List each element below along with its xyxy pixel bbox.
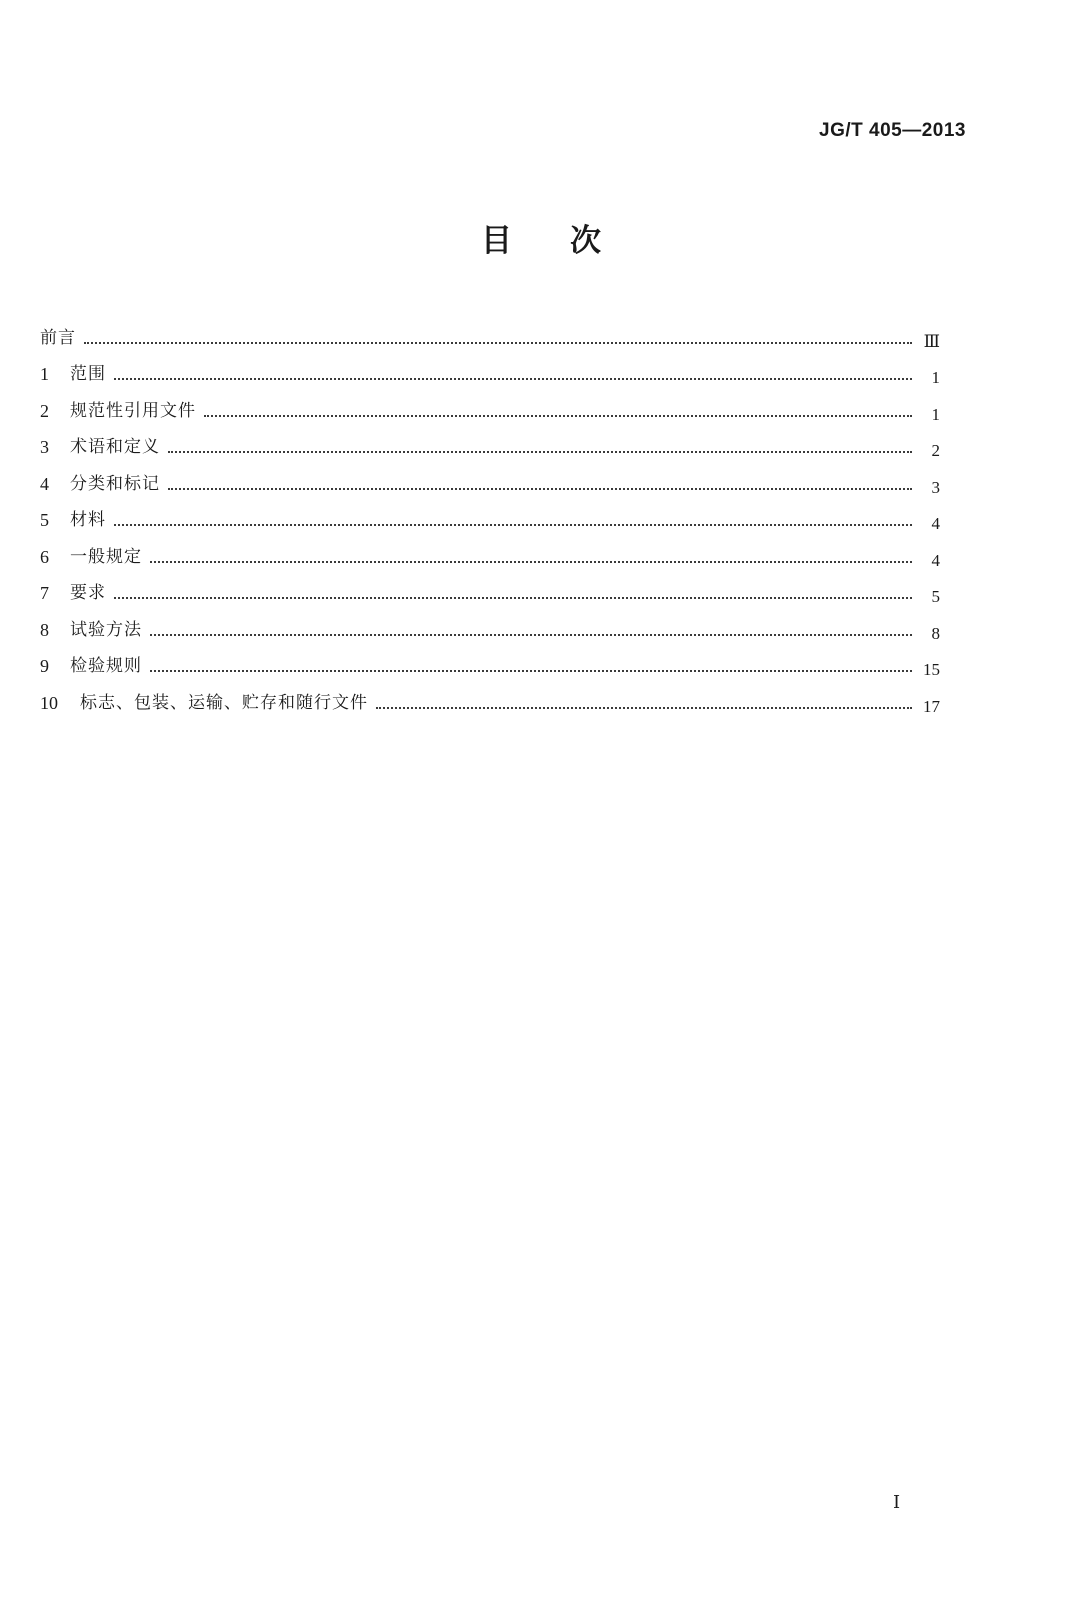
toc-entry-page: 1	[931, 368, 940, 387]
toc-leader-dots	[150, 561, 912, 563]
toc-entry-number: 6	[40, 546, 49, 567]
toc-leader-dots	[168, 451, 912, 453]
toc-entry-page: 17	[923, 696, 940, 716]
toc-entry-7[interactable]	[40, 569, 940, 606]
toc-entry-label: 一般规定	[70, 546, 142, 567]
toc-entry-label: 试验方法	[70, 619, 142, 640]
toc-entry-number: 7	[40, 583, 49, 603]
toc-entry-number: 8	[40, 619, 49, 640]
toc-entry-page: 1	[931, 404, 940, 424]
toc-entry-label: 前言	[40, 327, 76, 348]
toc-entry-label: 分类和标记	[70, 473, 160, 494]
toc-leader-dots	[114, 524, 912, 526]
toc-entry-label: 范围	[70, 364, 106, 384]
toc-entry-number: 3	[40, 437, 49, 457]
toc-entry-number: 9	[40, 656, 49, 676]
toc-entry-4[interactable]	[40, 459, 940, 496]
page-title: 目次	[481, 223, 659, 259]
toc-entry-page: 15	[923, 660, 940, 679]
toc-entry-page: 2	[931, 441, 940, 460]
toc-entry-number: 1	[40, 364, 49, 384]
toc-leader-dots	[150, 634, 912, 636]
toc-entry-8[interactable]	[40, 605, 940, 642]
page-number: Ⅰ	[893, 1492, 901, 1512]
toc-entry-number: 4	[40, 473, 49, 494]
toc-entry-9[interactable]	[40, 642, 940, 679]
toc-entry-number: 10	[40, 692, 58, 713]
toc-entry-label: 检验规则	[70, 656, 142, 676]
toc-entry-number: 2	[40, 400, 49, 421]
toc-leader-dots	[204, 415, 912, 417]
toc-leader-dots	[114, 378, 912, 380]
toc-leader-dots	[84, 342, 912, 344]
table-of-contents	[40, 313, 940, 715]
toc-entry-number: 5	[40, 510, 49, 530]
toc-entry-label: 材料	[70, 510, 106, 530]
toc-entry-page: 8	[931, 623, 940, 643]
toc-entry-1[interactable]	[40, 350, 940, 387]
toc-entry-page: 4	[931, 514, 940, 533]
toc-entry-10[interactable]	[40, 678, 940, 715]
toc-entry-page: Ⅲ	[923, 331, 940, 351]
toc-leader-dots	[376, 707, 912, 709]
toc-entry-5[interactable]	[40, 496, 940, 533]
toc-entry-foreword[interactable]	[40, 313, 940, 350]
toc-entry-page: 5	[931, 587, 940, 606]
toc-entry-page: 3	[931, 477, 940, 497]
toc-entry-3[interactable]	[40, 423, 940, 460]
toc-leader-dots	[168, 488, 912, 490]
toc-entry-label: 规范性引用文件	[70, 400, 196, 421]
toc-entry-label: 术语和定义	[70, 437, 160, 457]
toc-entry-page: 4	[931, 550, 940, 570]
toc-entry-2[interactable]	[40, 386, 940, 423]
toc-leader-dots	[150, 670, 912, 672]
standard-code: JG/T 405—2013	[819, 120, 966, 141]
toc-entry-label: 要求	[70, 583, 106, 603]
toc-entry-label: 标志、包装、运输、贮存和随行文件	[80, 692, 368, 713]
toc-leader-dots	[114, 597, 912, 599]
toc-entry-6[interactable]	[40, 532, 940, 569]
